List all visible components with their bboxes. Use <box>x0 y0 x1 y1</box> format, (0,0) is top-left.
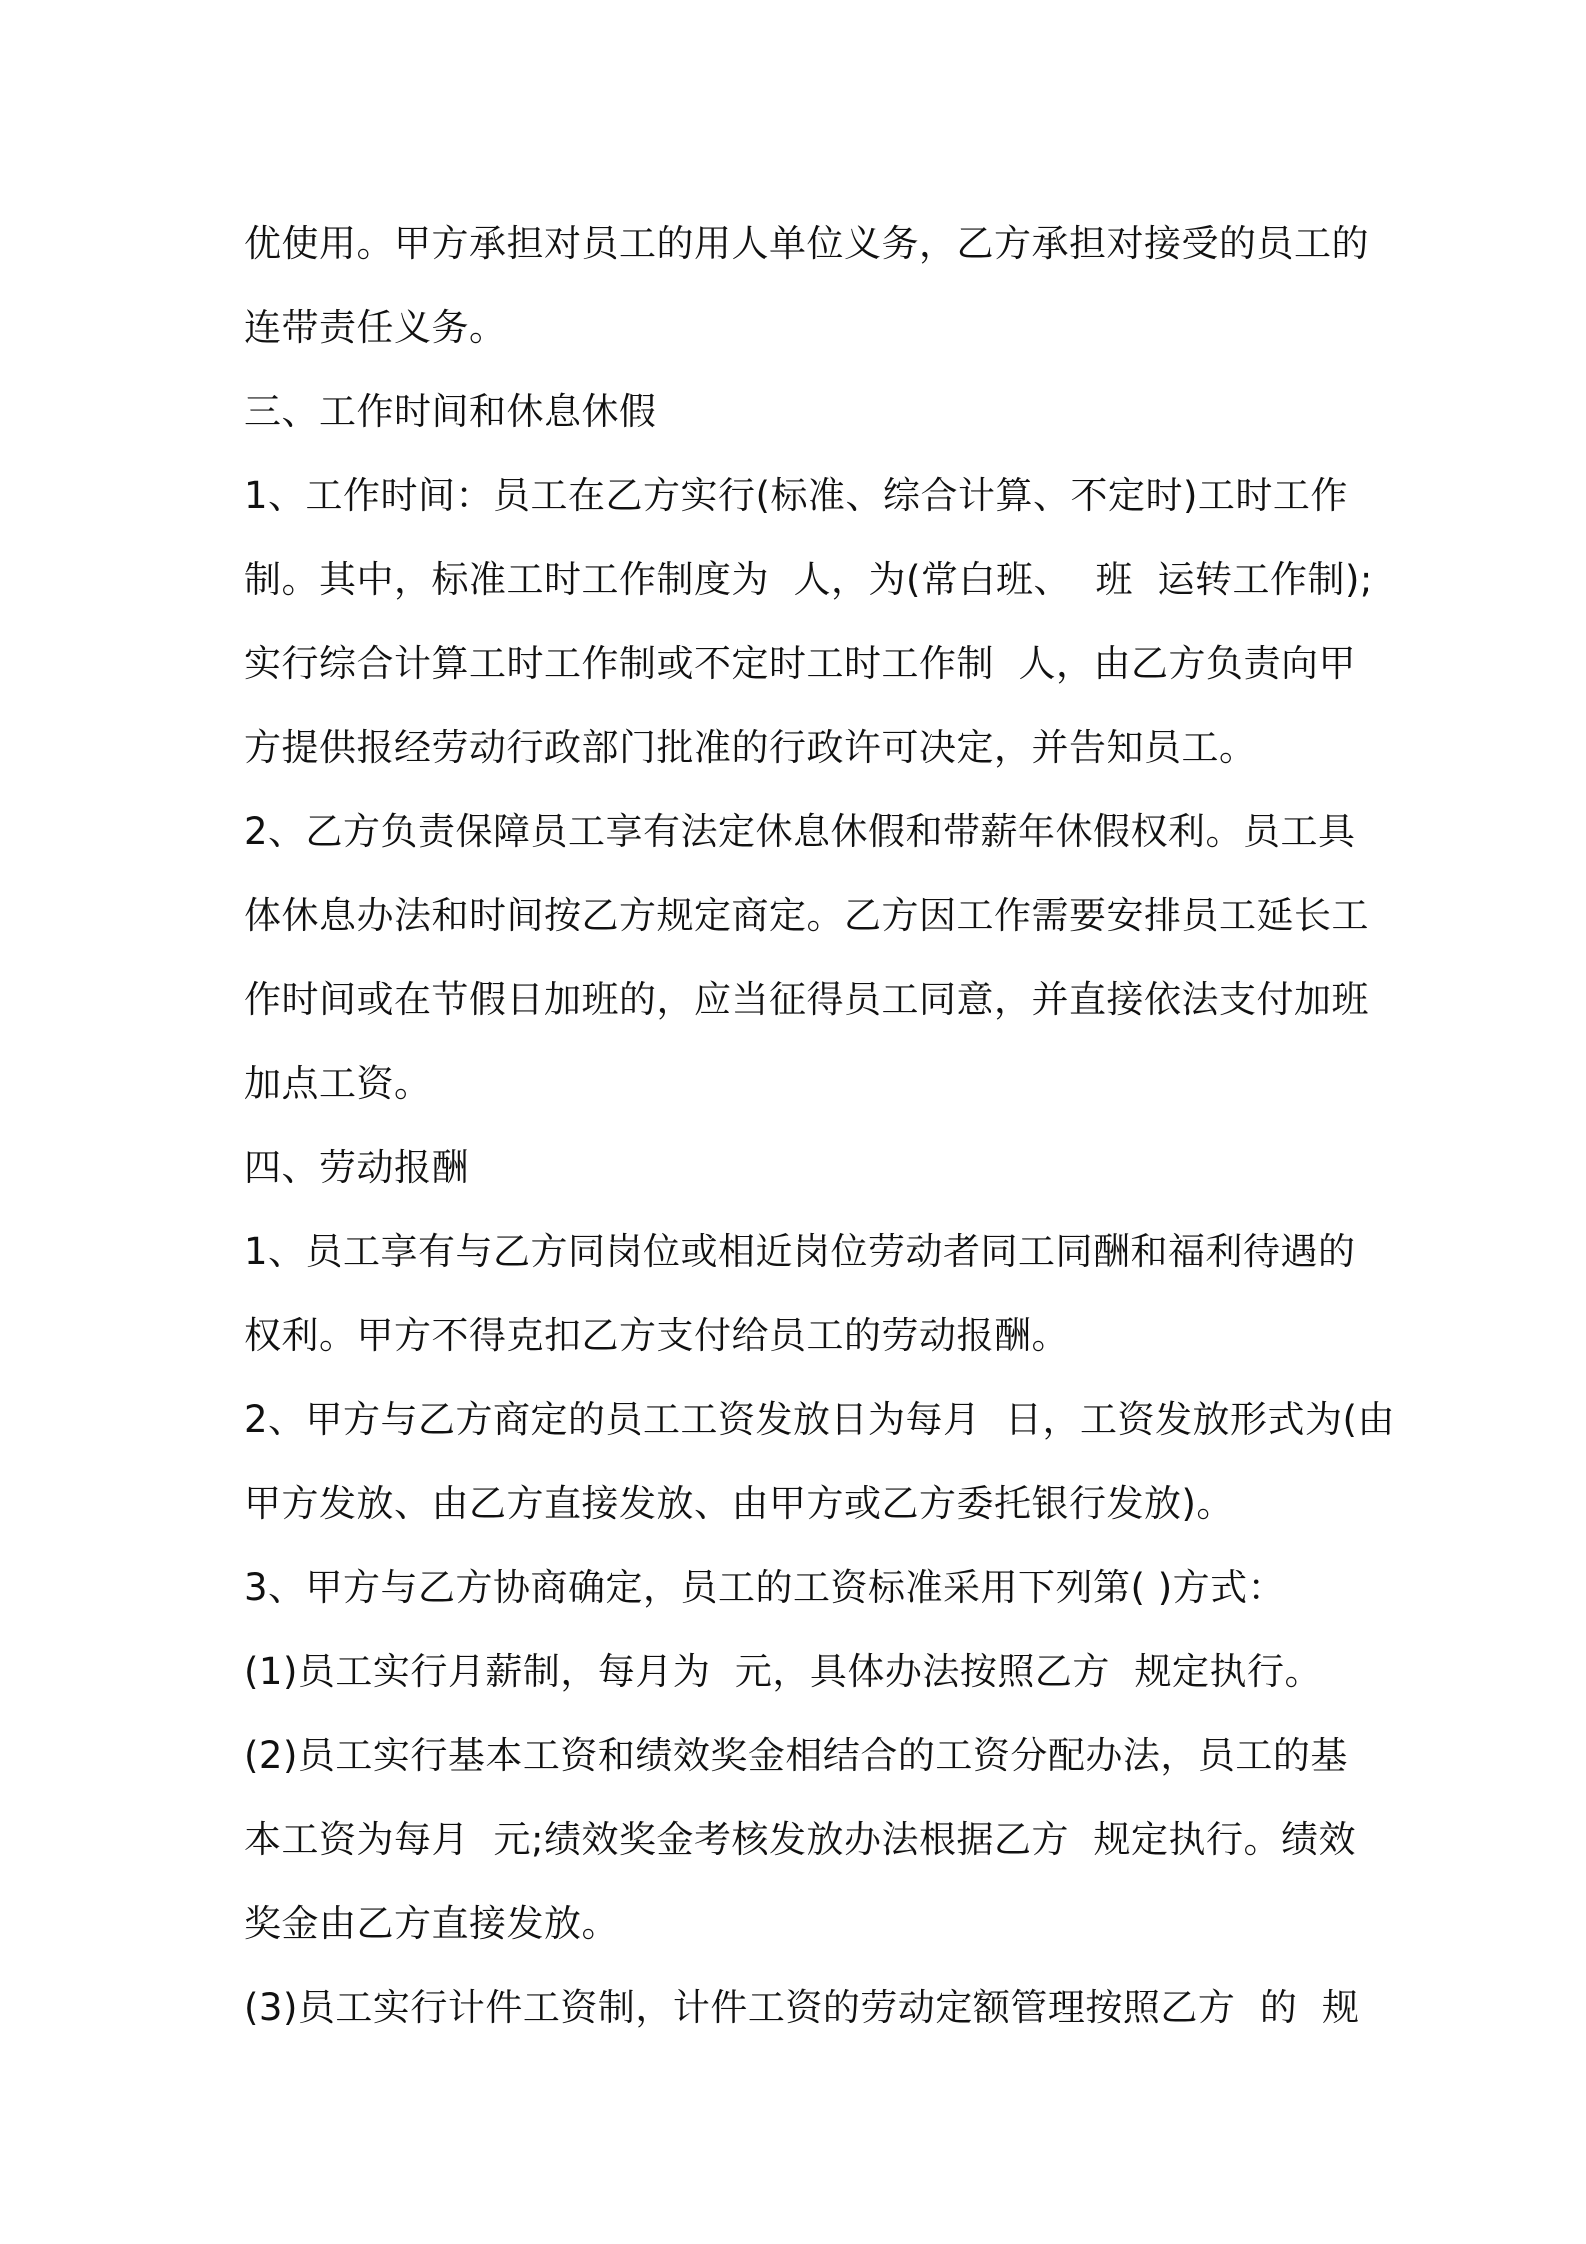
text-line: 2、甲方与乙方商定的员工工资发放日为每月 日，工资发放形式为(由 <box>244 1398 1395 1441</box>
text-line: 体休息办法和时间按乙方规定商定。乙方因工作需要安排员工延长工 <box>244 894 1369 937</box>
document-body <box>244 202 1395 2050</box>
text-line: 作时间或在节假日加班的，应当征得员工同意，并直接依法支付加班 <box>244 978 1369 1021</box>
text-line: 1、员工享有与乙方同岗位或相近岗位劳动者同工同酬和福利待遇的 <box>244 1230 1356 1273</box>
text-line: 权利。甲方不得克扣乙方支付给员工的劳动报酬。 <box>244 1314 1069 1357</box>
text-line: (1)员工实行月薪制，每月为 元，具体办法按照乙方 规定执行。 <box>244 1650 1322 1693</box>
text-line: 本工资为每月 元;绩效奖金考核发放办法根据乙方 规定执行。绩效 <box>244 1818 1357 1861</box>
section-heading: 四、劳动报酬 <box>244 1146 469 1189</box>
text-line: 3、甲方与乙方协商确定，员工的工资标准采用下列第( )方式： <box>244 1566 1286 1609</box>
text-line: 甲方发放、由乙方直接发放、由甲方或乙方委托银行发放)。 <box>244 1482 1234 1525</box>
text-line: 方提供报经劳动行政部门批准的行政许可决定，并告知员工。 <box>244 726 1257 769</box>
text-line: 优使用。甲方承担对员工的用人单位义务，乙方承担对接受的员工的 <box>244 222 1369 265</box>
section-heading: 三、工作时间和休息休假 <box>244 390 657 433</box>
text-line: 加点工资。 <box>244 1062 432 1105</box>
text-line: 1、工作时间：员工在乙方实行(标准、综合计算、不定时)工时工作 <box>244 474 1348 517</box>
text-line: 连带责任义务。 <box>244 306 507 349</box>
text-line: 制。其中，标准工时工作制度为 人，为(常白班、 班 运转工作制); <box>244 558 1373 601</box>
text-line: 奖金由乙方直接发放。 <box>244 1902 619 1945</box>
text-line: 实行综合计算工时工作制或不定时工时工作制 人，由乙方负责向甲 <box>244 642 1357 685</box>
text-line: 2、乙方负责保障员工享有法定休息休假和带薪年休假权利。员工具 <box>244 810 1356 853</box>
text-line: (3)员工实行计件工资制，计件工资的劳动定额管理按照乙方 的 规 <box>244 1986 1360 2029</box>
text-line: (2)员工实行基本工资和绩效奖金相结合的工资分配办法，员工的基 <box>244 1734 1348 1777</box>
